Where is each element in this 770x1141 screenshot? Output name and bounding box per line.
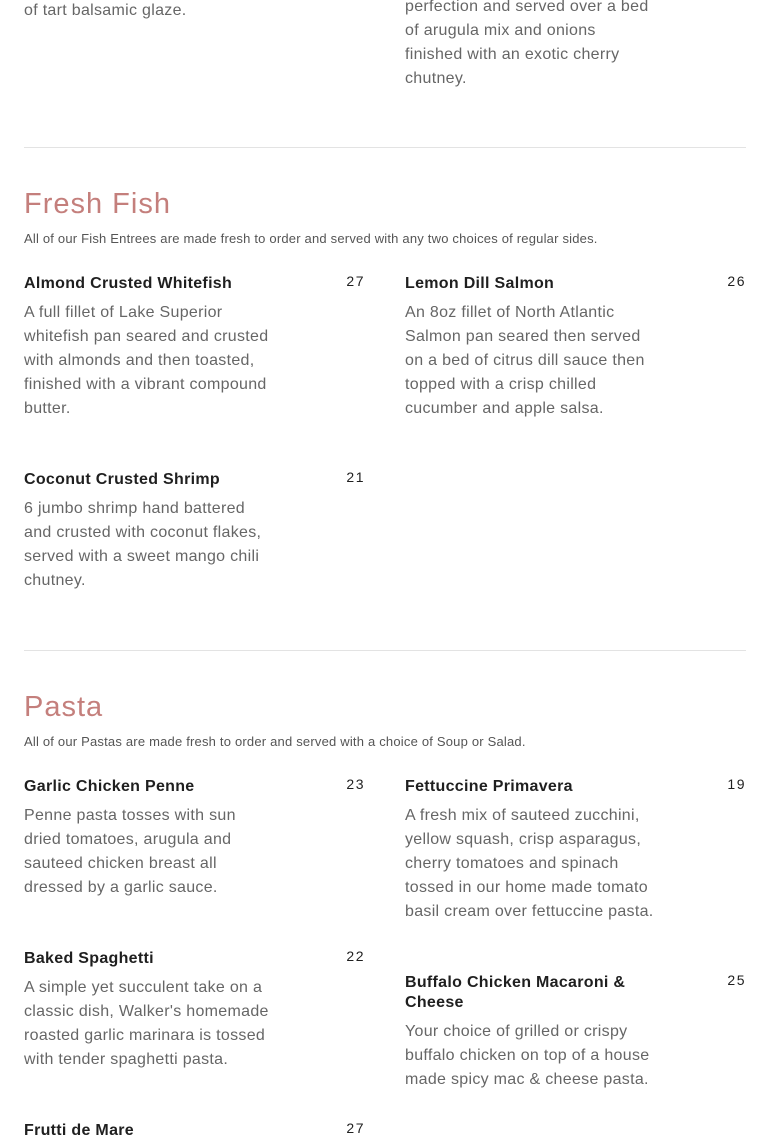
menu-item-price: 23 (346, 776, 365, 792)
menu-item-description: 6 jumbo shrimp hand battered and crusted with coconut flakes, served with a sweet mango chili chutney. (24, 500, 262, 589)
menu-item-name: Garlic Chicken Penne (24, 778, 195, 795)
section-title-fresh-fish: Fresh Fish (24, 188, 171, 220)
menu-item-name: Frutti de Mare (24, 1122, 134, 1139)
menu-item-name: Lemon Dill Salmon (405, 275, 555, 292)
menu-item-description: A simple yet succulent take on a classic dish, Walker's homemade roasted garlic marinara is tossed with tender spaghetti pasta. (24, 979, 269, 1068)
menu-item-description: Your choice of grilled or crispy buffalo chicken on top of a house made spicy mac & cheese pasta. (405, 1023, 650, 1088)
menu-item-price: 22 (346, 948, 365, 964)
menu-item-price: 25 (727, 972, 746, 988)
menu-item-price: 27 (346, 1120, 365, 1136)
menu-item-name: Baked Spaghetti (24, 950, 154, 967)
menu-item-price: 27 (346, 273, 365, 289)
menu-item-description: A fresh mix of sauteed zucchini, yellow squash, crisp asparagus, cherry tomatoes and spinach tossed in our home made tomato basil cream over fettuccine pasta. (405, 807, 654, 920)
section-note: All of our Fish Entrees are made fresh to order and served with any two choices of regular sides. (24, 231, 598, 246)
menu-item-name: Coconut Crusted Shrimp (24, 471, 220, 488)
section-note: All of our Pastas are made fresh to order and served with a choice of Soup or Salad. (24, 734, 526, 749)
item-description: of tart balsamic glaze. (24, 2, 187, 19)
section-divider (24, 650, 746, 651)
menu-item-description: An 8oz fillet of North Atlantic Salmon pan seared then served on a bed of citrus dill sauce then topped with a crisp chilled cucumber and apple salsa. (405, 304, 645, 417)
menu-item-price: 21 (346, 469, 365, 485)
item-description: perfection and served over a bed of arugula mix and onions finished with an exotic cherry chutney. (405, 0, 649, 87)
menu-item-name: Fettuccine Primavera (405, 778, 573, 795)
menu-item-description: A full fillet of Lake Superior whitefish pan seared and crusted with almonds and then toasted, finished with a vibrant compound butter. (24, 304, 269, 417)
menu-item-name: Buffalo Chicken Macaroni & Cheese (405, 974, 626, 1011)
section-title-pasta: Pasta (24, 691, 104, 723)
menu-item-description: Penne pasta tosses with sun dried tomatoes, arugula and sauteed chicken breast all dressed by a garlic sauce. (24, 807, 236, 896)
menu-item-price: 26 (727, 273, 746, 289)
menu-item-name: Almond Crusted Whitefish (24, 275, 233, 292)
section-divider (24, 147, 746, 148)
menu-item-price: 19 (727, 776, 746, 792)
